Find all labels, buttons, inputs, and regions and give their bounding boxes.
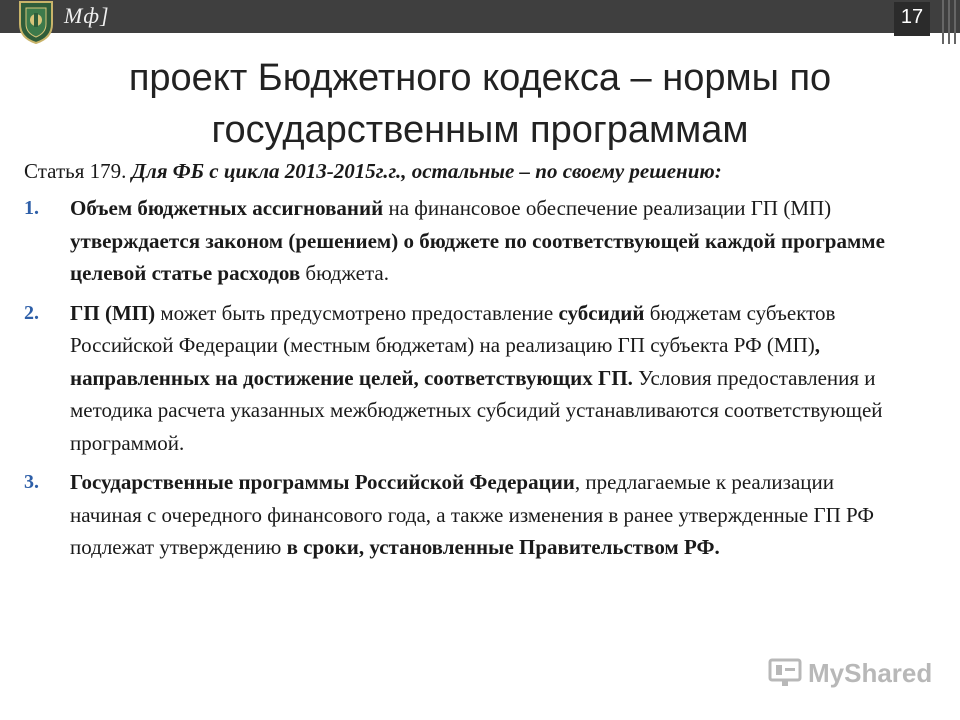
list-number: 2.	[24, 301, 39, 324]
list-text: бюджета.	[300, 261, 389, 285]
watermark-text: MyShared	[808, 657, 933, 688]
watermark	[768, 655, 932, 691]
slide-title	[60, 52, 900, 156]
list-text: субсидий	[558, 300, 645, 325]
decorative-lines	[938, 0, 960, 44]
list-item	[24, 192, 904, 290]
list-item	[24, 466, 904, 564]
slide-number: 17	[894, 2, 930, 36]
list-number: 1.	[24, 197, 39, 219]
article-heading	[24, 156, 934, 186]
list-text: , направленных на достижение целей, соответствующих ГП.	[70, 333, 820, 390]
list-text: утверждается законом (решением) о бюджете по соответствующей каждой программе целевой статье расходов	[70, 228, 885, 285]
emblem-logo	[16, 0, 56, 44]
list-item	[24, 297, 904, 460]
title-line-1: проект Бюджетного кодекса – нормы по	[128, 57, 832, 99]
list-number: 3.	[24, 471, 39, 493]
list-text: бюджетам субъектов Российской Федерации (местным бюджетам) на реализацию ГП субъекта РФ (МП)	[70, 300, 836, 357]
list-text: Государственные программы Российской Федерации	[70, 470, 575, 494]
list-text: на финансовое обеспечение реализации ГП (МП)	[383, 196, 832, 220]
title-line-2: государственным программам	[211, 109, 749, 151]
list-text: Условия предоставления и методика расчета указанных межбюджетных субсидий устанавливаются соответствующей программой.	[70, 365, 883, 455]
list-text: в сроки, установленные Правительством РФ.	[286, 535, 720, 559]
presentation-icon	[768, 658, 802, 688]
list-text: может быть предусмотрено предоставление	[155, 300, 559, 325]
header-bar	[0, 0, 960, 33]
list-text: Объем бюджетных ассигнований	[70, 196, 384, 220]
article-scope: Для ФБ с цикла 2013-2015г.г., остальные – по своему решению:	[131, 159, 722, 183]
numbered-list	[24, 192, 904, 571]
list-text: ГП (МП)	[70, 300, 156, 325]
list-text: , предлагаемые к реализации начиная с очередного финансового года, а также изменения в ранее утвержденные ГП РФ подлежат утверждению	[70, 470, 874, 559]
article-number: Статья 179.	[24, 159, 132, 183]
brand-mark: Мф]	[64, 3, 110, 28]
